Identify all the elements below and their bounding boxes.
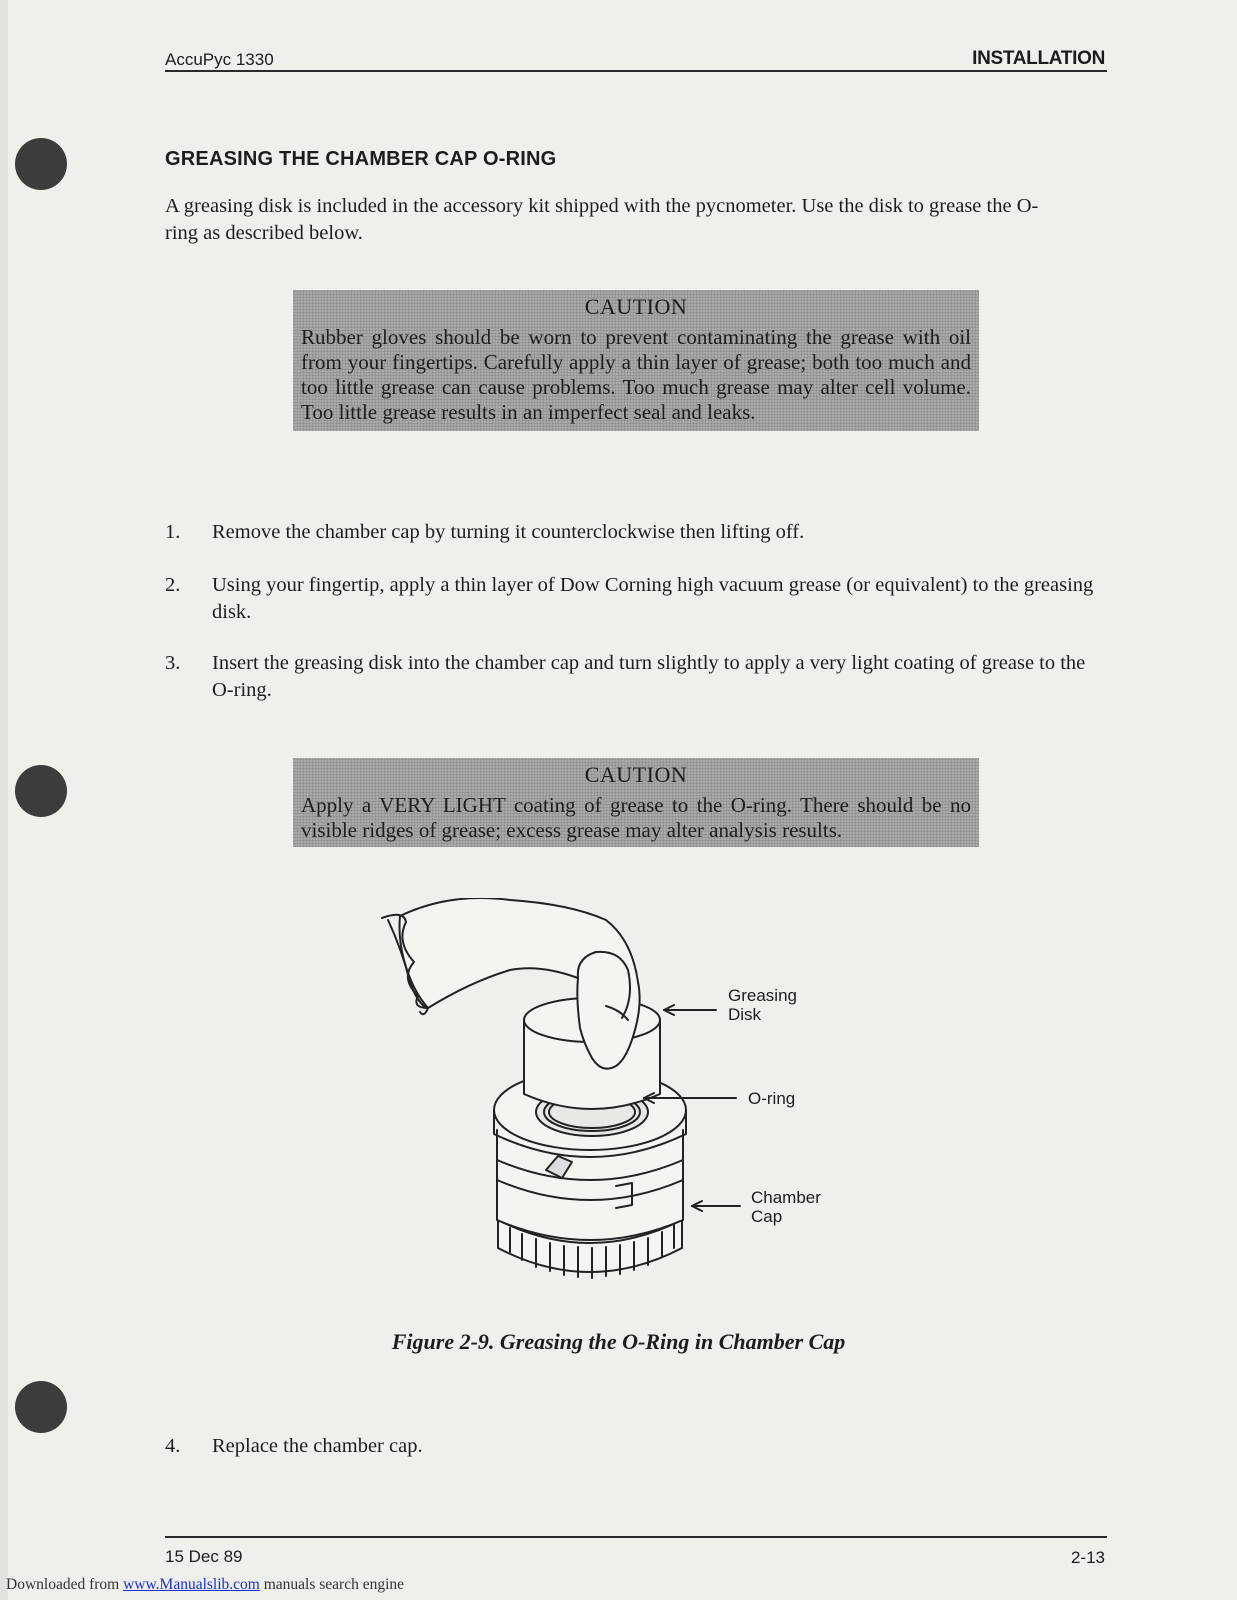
step-number: 4.: [165, 1435, 181, 1457]
label-text: Greasing: [728, 986, 797, 1005]
manualslib-link[interactable]: www.Manualslib.com: [123, 1576, 260, 1593]
caution-text: Apply a VERY LIGHT coating of grease to the O-ring. There should be no visible ridges of grease; excess grease may alter analysis results.: [301, 793, 971, 842]
label-text: Disk: [728, 1005, 762, 1024]
header-section: INSTALLATION: [972, 48, 1105, 69]
binder-hole-middle: [15, 765, 67, 817]
binder-hole-bottom: [15, 1381, 67, 1433]
step-text: Insert the greasing disk into the chamber cap and turn slightly to apply a very light coating of grease to the O-ring.: [212, 652, 1086, 701]
download-note: [6, 1576, 404, 1594]
figure-greasing-illustration: [370, 898, 850, 1308]
binder-hole-top: [15, 138, 67, 190]
download-suffix: manuals search engine: [259, 1576, 405, 1593]
label-text: Chamber: [751, 1188, 821, 1207]
intro-paragraph: A greasing disk is included in the accessory kit shipped with the pycnometer. Use the disk to grease the O-ring as described below.: [165, 195, 1039, 244]
gloved-hand-drawing: [382, 898, 640, 1069]
caution-title: CAUTION: [584, 762, 688, 787]
label-chamber-cap: [751, 1188, 821, 1226]
download-prefix: Downloaded from: [6, 1576, 120, 1593]
step-number: 2.: [165, 574, 181, 596]
figure-caption: Figure 2-9. Greasing the O-Ring in Chamber Cap: [391, 1329, 846, 1354]
step-text: Using your fingertip, apply a thin layer of Dow Corning high vacuum grease (or equivalent) to the greasing disk.: [212, 574, 1094, 623]
caution-box-gloves: [293, 290, 979, 431]
header-product: AccuPyc 1330: [165, 50, 274, 69]
label-greasing-disk: [728, 986, 797, 1024]
caution-text: Rubber gloves should be worn to prevent contaminating the grease with oil from your fingertips. Carefully apply a thin layer of grease; both too much and too little grease can cause problems. Too much grease may alter cell volume. Too little grease results in an imperfect seal and leaks.: [301, 325, 971, 424]
label-text: O-ring: [748, 1089, 796, 1108]
step-number: 1.: [165, 521, 181, 543]
step-text: Replace the chamber cap.: [212, 1435, 423, 1457]
footer-page-number: 2-13: [1070, 1548, 1105, 1567]
caution-title: CAUTION: [584, 294, 688, 319]
caution-box-light-coating: [293, 758, 979, 847]
header-rule: [165, 70, 1107, 72]
label-o-ring: [748, 1089, 795, 1108]
footer-date: 15 Dec 89: [165, 1547, 243, 1566]
step-number: 3.: [165, 652, 181, 674]
footer-rule: [165, 1536, 1107, 1538]
section-title: GREASING THE CHAMBER CAP O-RING: [165, 148, 557, 170]
label-text: Cap: [751, 1207, 783, 1226]
step-text: Remove the chamber cap by turning it counterclockwise then lifting off.: [212, 521, 805, 543]
page-edge: [0, 0, 8, 1600]
